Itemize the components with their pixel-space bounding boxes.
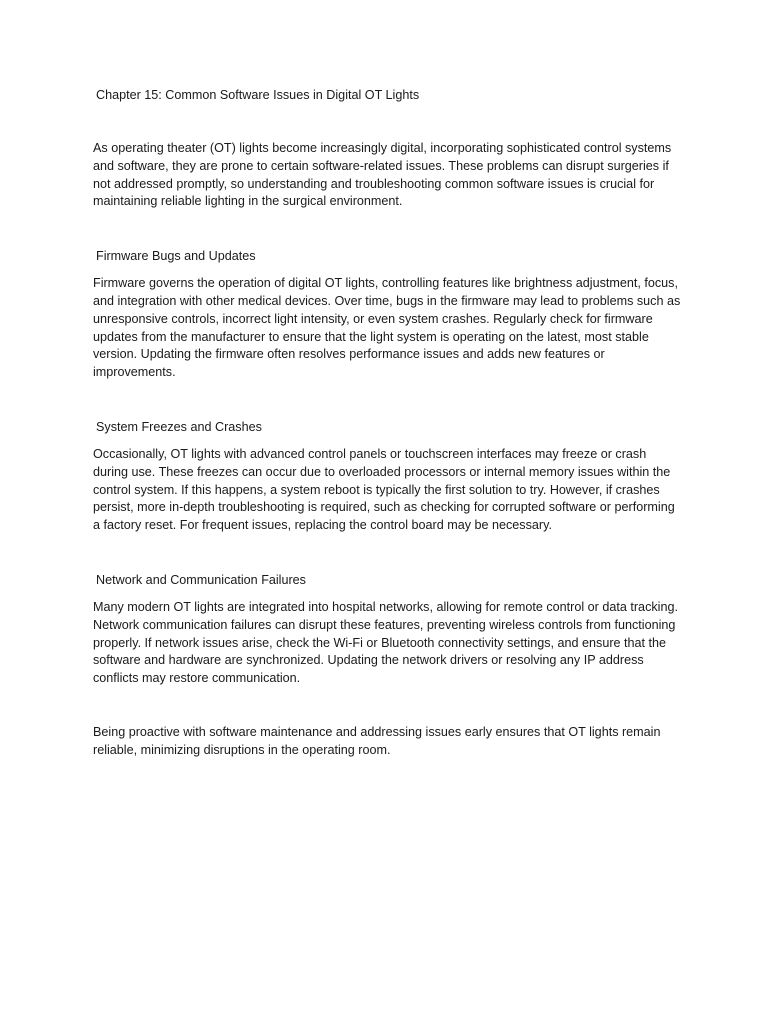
intro-paragraph: As operating theater (OT) lights become increasingly digital, incorporating sophisticated control systems and software, they are prone to certain software-related issues. These problems can disrupt surgeries if not addressed promptly, so understanding and troubleshooting common software issues is crucial for maintaining reliable lighting in the surgical environment. — [93, 141, 672, 209]
chapter-title: Chapter 15: Common Software Issues in Digital OT Lights — [96, 88, 420, 102]
document-page — [93, 86, 683, 760]
section-heading-freezes: System Freezes and Crashes — [96, 419, 262, 434]
section-body-freezes: Occasionally, OT lights with advanced control panels or touchscreen interfaces may freeze or crash during use. These freezes can occur due to overloaded processors or internal memory issues within the control system. If this happens, a system reboot is typically the first solution to try. However, if crashes persist, more in-depth troubleshooting is required, such as checking for corrupted software or performing a factory reset. For frequent issues, replacing the control board may be necessary. — [93, 446, 675, 533]
closing-paragraph: Being proactive with software maintenance and addressing issues early ensures that OT lights remain reliable, minimizing disruptions in the operating room. — [93, 724, 661, 757]
section-body-firmware: Firmware governs the operation of digital OT lights, controlling features like brightness adjustment, focus, and integration with other medical devices. Over time, bugs in the firmware may lead to problems such as unresponsive controls, incorrect light intensity, or even system crashes. Regularly check for firmware updates from the manufacturer to ensure that the light system is operating on the latest, most stable version. Updating the firmware often resolves performance issues and adds new features or improvements. — [93, 276, 681, 380]
section-body-network: Many modern OT lights are integrated into hospital networks, allowing for remote control or data tracking. Network communication failures can disrupt these features, preventing wireless controls from functioning properly. If network issues arise, check the Wi-Fi or Bluetooth connectivity settings, and ensure that the software and hardware are synchronized. Updating the network drivers or resolving any IP address conflicts may restore communication. — [93, 599, 678, 686]
section-heading-network: Network and Communication Failures — [96, 572, 306, 587]
section-heading-firmware: Firmware Bugs and Updates — [96, 249, 256, 264]
